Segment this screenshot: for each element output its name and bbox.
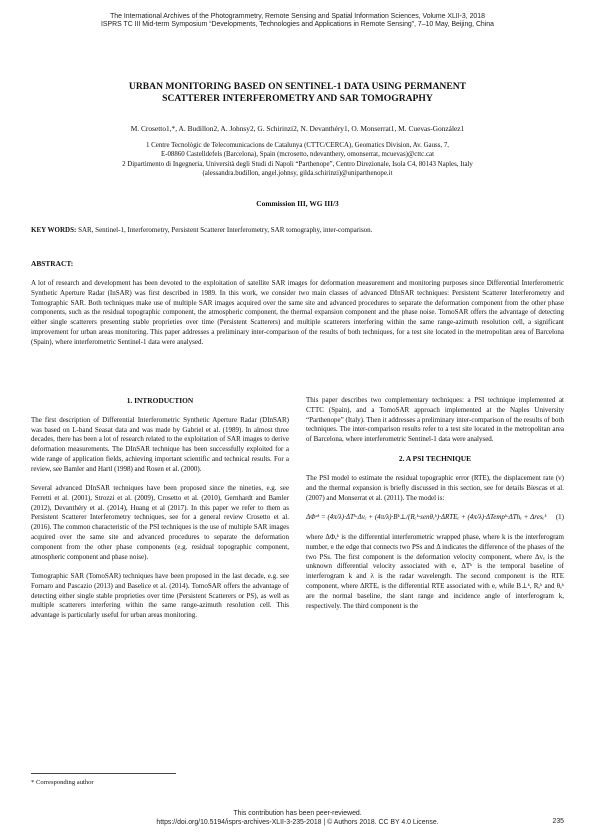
abstract-text: A lot of research and development has been devoted to the exploitation of satellite SAR images for deformation measurement and monitoring purposes since Differential Interferometric Synthetic Aperture Radar (InSAR) was first described in 1989. In this work, we consider two main classes of advanced DInSAR techniques: Persistent Scatterer Interferometry and Tomographic SAR. Both techniques make use of multiple SAR images acquired over the same site and advanced procedures to separate the deformation component from the other phase components, such as the residual topographic component, the atmospheric component, the thermal expansion component and the phase noise. TomoSAR offers the advantage of detecting either single scatterers presenting stable proprieties over time (Persistent Scatterers) and multiple scatterers interfering within the same range-azimuth resolution cell, a significant improvement for urban areas monitoring. This paper addresses a preliminary inter-comparison of the results of both techniques, for a test site located in the metropolitan area of Barcelona (Spain), where interferometric Sentinel-1 data were analysed. — [31, 279, 564, 346]
header-line-1: The International Archives of the Photogrammetry, Remote Sensing and Spatial Information Sciences, Volume XLII-3, 2018 — [110, 13, 485, 20]
affiliations — [40, 141, 555, 179]
psi-paragraph: The PSI model to estimate the residual topographic error (RTE), the displacement rate (v) and the thermal expansion is briefly discussed in this section, see for details Biescas et al. (2007) and Monserrat et al. (2011). The model is: — [306, 474, 564, 502]
footnote: * Corresponding author — [31, 779, 94, 786]
paper-title — [40, 81, 555, 105]
intro-paragraph: Several advanced DInSAR techniques have been proposed since the nineties, e.g. see Ferretti et al. (2001), Strozzi et al. (2009), Crosetto et al. (2010), Gernhardt and Bamler (2012), Devanthéry et al. (2014), Huang et al (2017). In this paper we refer to them as Persistent Scatterer Interferometry techniques, see for a general review Crosetto et al. (2016). The common characteristic of the PSI techniques is the use of multiple SAR images acquired over the same site and advanced procedures to separate the deformation component from the other phase components (e.g. residual topographic component, atmospheric component and phase noise). — [31, 484, 289, 561]
running-header — [40, 13, 555, 30]
affiliation-line: 1 Centre Tecnològic de Telecomunicacions de Catalunya (CTTC/CERCA), Geomatics Division, Av. Gauss, 7, — [145, 142, 450, 149]
equation-body: ΔΦᵉᵏ = (4π/λ)·ΔTᵏ·Δvₑ + (4π/λ)·Bᵏ⊥/(Rₑᵏ·senθₑᵏ)·ΔRTEₑ + (4π/λ)·ΔTempᵏ·ΔThₑ + Δresₑᵏ — [306, 513, 547, 522]
author-list: M. Crosetto1,*, A. Budillon2, A. Johnsy2, G. Schirinzi2, N. Devanthéry1, O. Monserrat1, M. Cuevas-González1 — [130, 124, 465, 133]
footnote-divider — [31, 773, 176, 774]
page-number: 235 — [552, 818, 564, 825]
section-heading-psi: 2. A PSI TECHNIQUE — [398, 454, 472, 464]
equation-number: (1) — [555, 513, 564, 522]
title-line-2: SCATTERER INTERFEROMETRY AND SAR TOMOGRAPHY — [162, 93, 433, 104]
commission-label: Commission III, WG III/3 — [256, 199, 339, 208]
footer-line-1: This contribution has been peer-reviewed. — [233, 810, 362, 817]
keywords-text: SAR, Sentinel-1, Interferometry, Persistent Scatterer Interferometry, SAR tomography, inter-comparison. — [78, 226, 373, 234]
intro-paragraph: Tomographic SAR (TomoSAR) techniques have been proposed in the last decade, e.g. see Fornaro and Pascazio (2013) and Baselice et al. (2014). TomoSAR offers the advantage of detecting either single stable proprieties over time (Persistent Scatterers or PS), as well as multiple scatterers interfering within the same range-azimuth resolution cell. This advantage is particularly useful for urban areas monitoring. — [31, 571, 289, 620]
keywords-label: KEY WORDS: — [31, 226, 77, 234]
intro-paragraph-continued: This paper describes two complementary techniques: a PSI technique implemented at CTTC (Spain), and a TomoSAR approach implemented at the Naples University “Parthenope” (Italy). Then it addresses a preliminary inter-comparison of the results of both techniques. The inter-comparison results refer to a test site located in the metropolitan area of Barcelona, where interferometric Sentinel-1 data were analysed. — [306, 396, 564, 444]
header-line-2: ISPRS TC III Mid-term Symposium “Developments, Technologies and Applications in Remote Sensing”, 7–10 May, Beijing, China — [101, 21, 494, 29]
footer-doi-link[interactable]: https://doi.org/10.5194/isprs-archives-XLII-3-235-2018 | © Authors 2018. CC BY 4.0 License. — [156, 818, 439, 826]
affiliation-line: (alessandra.budillon, angel.johnsy, gilda.schirinzi)@uniparthenope.it — [202, 170, 393, 178]
abstract-heading: ABSTRACT: — [31, 259, 74, 268]
section-heading-introduction: 1. INTRODUCTION — [126, 396, 194, 405]
left-column — [31, 396, 289, 630]
affiliation-line: 2 Dipartimento di Ingegneria, Università degli Studi di Napoli “Parthenope”, Centro Direzionale, Isola C4, 80143 Naples, Italy — [122, 160, 473, 168]
right-column — [306, 396, 564, 621]
affiliation-line: E-08860 Castelldefels (Barcelona), Spain (mcrosetto, ndevanthery, omonserrat, mcuevas)@cttc.cat — [160, 151, 434, 159]
equation-explanation: where ΔΦₑᵏ is the differential interferometric wrapped phase, where k is the interferogram number, e the edge that connects two PSs and Δ indicates the difference of the phases of the two PSs. The first component is the deformation velocity component, where Δvₑ is the unknown differential velocity associated with e, ΔTᵏ is the temporal baseline of interferogram k and λ is the radar wavelength. The second component is the RTE component, where ΔRTEₑ is the differential RTE associated with e, while B⊥ᵏ, Rₑᵏ and θₑᵏ are the normal baseline, the slant range and incidence angle of interferogram k, respectively. The third component is the — [306, 532, 564, 610]
keywords — [31, 226, 564, 235]
title-line-1: URBAN MONITORING BASED ON SENTINEL-1 DATA USING PERMANENT — [128, 81, 467, 92]
equation-1 — [306, 513, 564, 523]
page-footer — [40, 810, 555, 827]
intro-paragraph: The first description of Differential Interferometric Synthetic Aperture Radar (DInSAR) was based on L-band Seasat data and was made by Gabriel et al. (1989). In almost three decades, there has been a lot of research related to the exploitation of SAR images to derive deformation measurements. The DInSAR technique has been successfully exploited for a wide range of application fields, achieving important scientific and technical results. For a review, see Bamler and Hartl (1998) and Rosen et al. (2000). — [31, 415, 289, 473]
